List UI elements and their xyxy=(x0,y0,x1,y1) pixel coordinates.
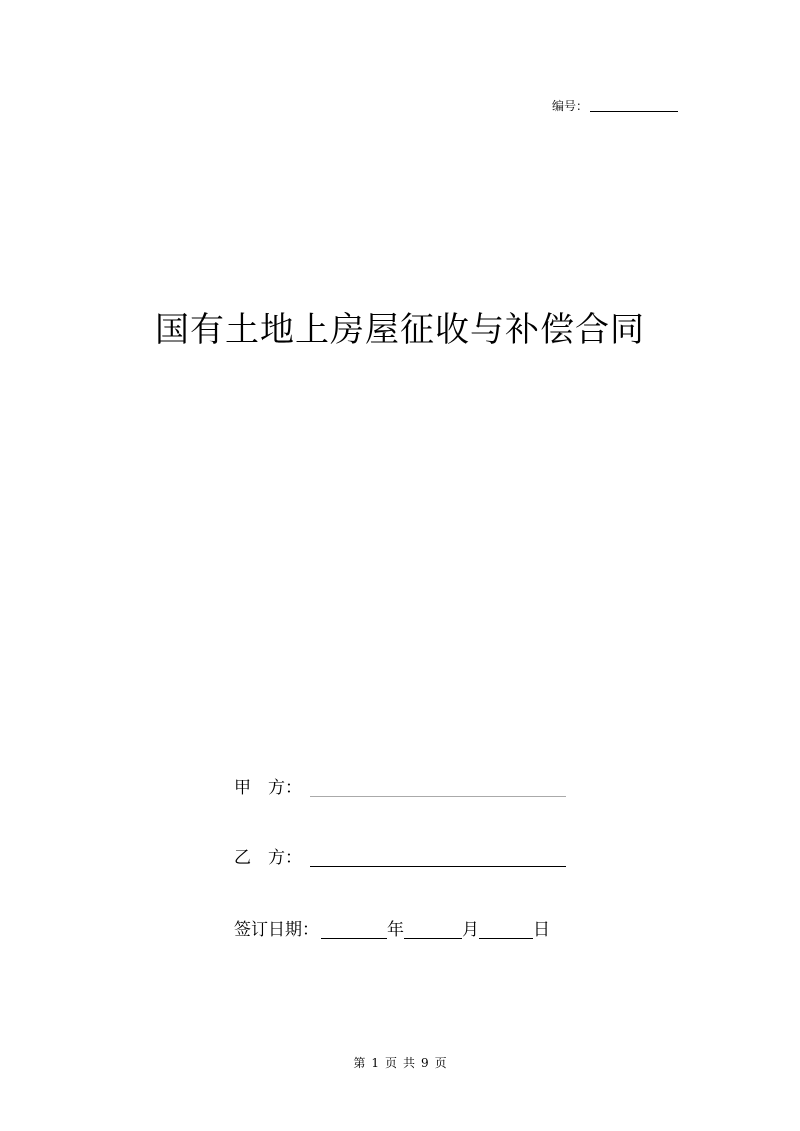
party-b-row xyxy=(234,846,566,870)
party-b-label: 乙 方： xyxy=(234,848,302,868)
footer-total-pages: 9 xyxy=(421,1056,429,1070)
serial-number-label: 编号： xyxy=(552,99,589,113)
signing-year-label: 年 xyxy=(387,920,404,940)
serial-number-blank xyxy=(590,97,678,112)
signing-year-blank xyxy=(321,918,387,939)
footer-total-word: 共 xyxy=(403,1056,416,1070)
signing-day-blank xyxy=(479,918,533,939)
party-a-row xyxy=(234,776,566,800)
party-a-blank xyxy=(310,776,566,797)
serial-number xyxy=(552,97,692,115)
footer-prefix: 第 xyxy=(353,1056,366,1070)
footer-page-word: 页 xyxy=(384,1056,397,1070)
signing-month-blank xyxy=(404,918,462,939)
document-title: 国有土地上房屋征收与补偿合同 xyxy=(155,310,645,350)
party-a-label: 甲 方： xyxy=(234,778,302,798)
page-number-footer xyxy=(0,1055,800,1071)
footer-current-page: 1 xyxy=(371,1056,379,1070)
signing-date-row xyxy=(234,918,550,942)
signing-day-label: 日 xyxy=(533,920,550,940)
footer-suffix: 页 xyxy=(434,1056,447,1070)
signing-date-label: 签订日期： xyxy=(234,920,319,940)
signing-month-label: 月 xyxy=(462,920,479,940)
party-b-blank xyxy=(310,846,566,867)
